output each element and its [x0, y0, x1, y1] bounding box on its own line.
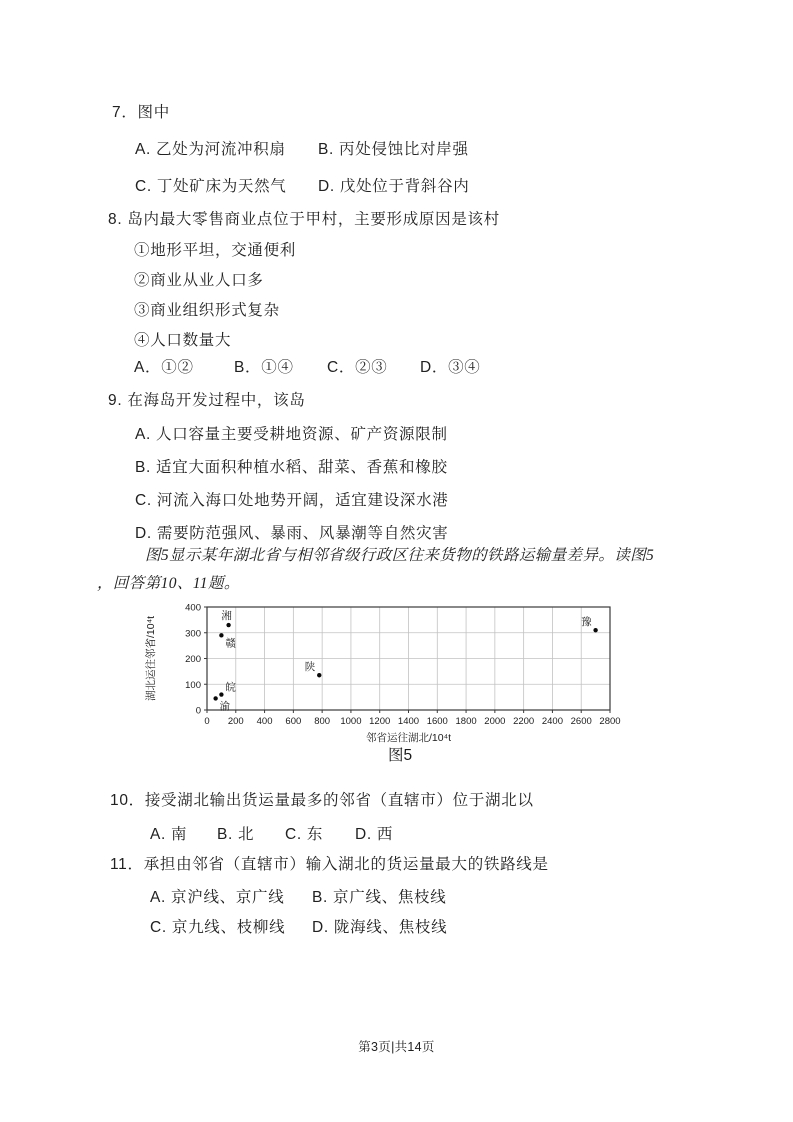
question-7-option-c: C. 丁处矿床为天然气 [135, 178, 287, 195]
svg-text:1800: 1800 [455, 716, 477, 727]
svg-text:2600: 2600 [570, 716, 592, 727]
question-11-option-b: B. 京广线、焦枝线 [312, 889, 447, 906]
question-7-option-a: A. 乙处为河流冲积扇 [135, 141, 286, 158]
svg-text:400: 400 [256, 716, 273, 727]
question-11-option-a: A. 京沪线、京广线 [150, 889, 285, 906]
svg-text:200: 200 [185, 654, 201, 665]
svg-text:0: 0 [204, 716, 210, 727]
svg-text:赣: 赣 [225, 637, 236, 650]
question-8-option-b: B．①④ [234, 359, 294, 376]
question-8-item-3: ③商业组织形式复杂 [134, 302, 280, 319]
page-footer: 第3页|共14页 [358, 1040, 435, 1054]
svg-text:2200: 2200 [513, 716, 535, 727]
question-7-option-b: B. 丙处侵蚀比对岸强 [318, 141, 469, 158]
question-11-option-d: D. 陇海线、焦枝线 [312, 919, 448, 936]
question-10-option-b: B. 北 [217, 826, 255, 843]
question-9-option-c: C. 河流入海口处地势开阔，适宜建设深水港 [135, 492, 449, 509]
question-7-label: 7．图中 [112, 104, 170, 121]
question-10-option-a: A. 南 [150, 826, 188, 843]
svg-text:800: 800 [314, 716, 331, 727]
question-9-label: 9. 在海岛开发过程中，该岛 [108, 392, 306, 409]
svg-text:300: 300 [185, 628, 201, 640]
question-9-option-b: B. 适宜大面积种植水稻、甜菜、香蕉和橡胶 [135, 459, 448, 476]
figure5-intro-line1: 图5显示某年湖北省与相邻省级行政区往来货物的铁路运输量差异。读图5 [145, 547, 655, 564]
svg-text:400: 400 [185, 602, 201, 614]
svg-text:600: 600 [285, 716, 302, 727]
svg-text:1200: 1200 [369, 716, 391, 727]
svg-text:0: 0 [195, 705, 201, 717]
svg-text:2000: 2000 [484, 716, 506, 727]
question-11-option-c: C. 京九线、枝柳线 [150, 919, 286, 936]
svg-text:皖: 皖 [225, 681, 236, 694]
question-10-label: 10．接受湖北输出货运量最多的邻省（直辖市）位于湖北以 [110, 792, 534, 809]
question-11-label: 11．承担由邻省（直辖市）输入湖北的货运量最大的铁路线是 [110, 856, 549, 873]
question-8-item-4: ④人口数量大 [134, 332, 232, 349]
question-9-option-d: D. 需要防范强风、暴雨、风暴潮等自然灾害 [135, 525, 449, 542]
question-8-item-2: ②商业从业人口多 [134, 272, 264, 289]
question-7-option-d: D. 戊处位于背斜谷内 [318, 178, 470, 195]
question-8-item-1: ①地形平坦，交通便利 [134, 242, 297, 259]
question-8-label: 8. 岛内最大零售商业点位于甲村，主要形成原因是该村 [108, 211, 500, 228]
figure5-intro-line2: ，回答第10、11题。 [97, 575, 240, 592]
figure5-caption: 图5 [387, 747, 413, 764]
question-8-option-a: A．①② [134, 359, 194, 376]
question-8-option-c: C．②③ [327, 359, 388, 376]
svg-text:湘: 湘 [221, 610, 232, 623]
question-10-option-d: D. 西 [355, 826, 394, 843]
svg-text:2400: 2400 [541, 716, 563, 727]
svg-text:豫: 豫 [581, 616, 592, 629]
svg-text:陕: 陕 [304, 661, 316, 674]
figure5-chart [140, 596, 630, 746]
svg-text:湖北运往邻省/10⁴t: 湖北运往邻省/10⁴t [145, 615, 157, 702]
question-9-option-a: A. 人口容量主要受耕地资源、矿产资源限制 [135, 426, 448, 443]
svg-text:2800: 2800 [599, 716, 621, 727]
svg-text:1600: 1600 [426, 716, 448, 727]
svg-text:200: 200 [227, 716, 244, 727]
svg-text:1400: 1400 [397, 716, 420, 727]
question-10-option-c: C. 东 [285, 826, 324, 843]
question-8-option-d: D．③④ [420, 359, 481, 376]
svg-text:1000: 1000 [340, 716, 362, 727]
svg-text:渝: 渝 [219, 700, 231, 713]
figure5-chart-container [140, 596, 630, 746]
svg-text:邻省运往湖北/10⁴t: 邻省运往湖北/10⁴t [365, 732, 452, 744]
svg-text:100: 100 [185, 679, 201, 691]
